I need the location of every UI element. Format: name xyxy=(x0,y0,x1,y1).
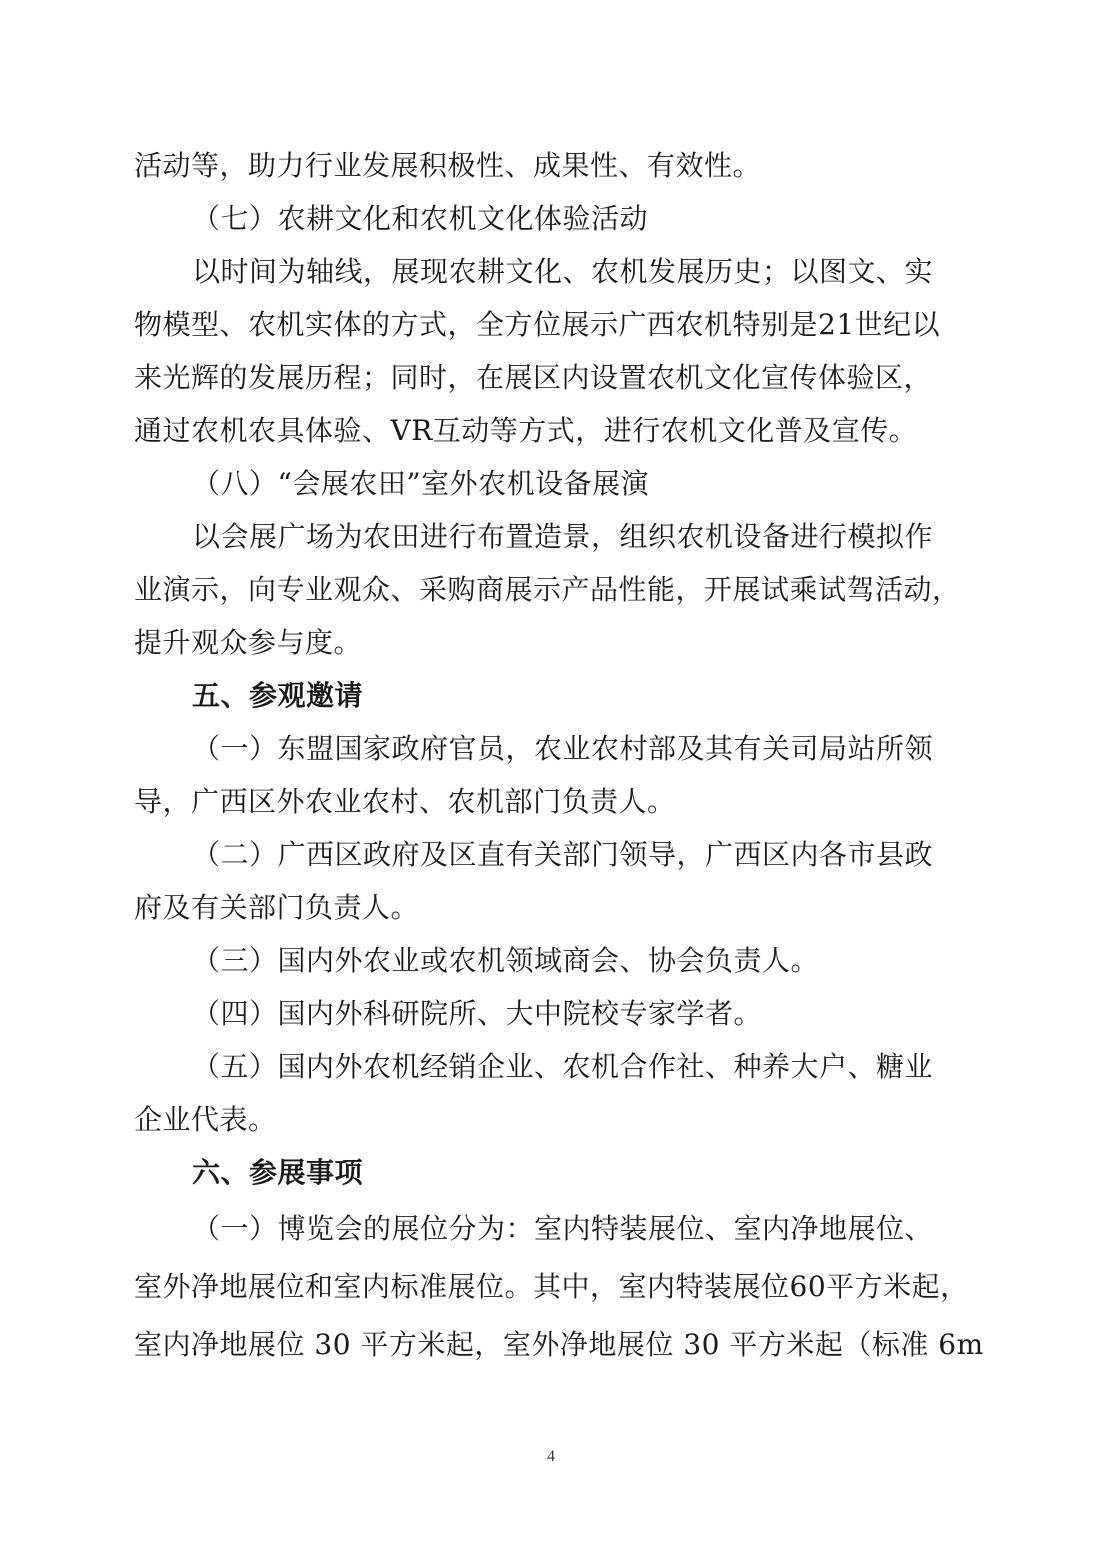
body-text-line: （四）国内外科研院所、大中院校专家学者。 xyxy=(192,997,763,1030)
section-heading: 六、参展事项 xyxy=(192,1156,364,1189)
body-text-line: 以时间为轴线，展现农耕文化、农机发展历史；以图文、实 xyxy=(192,255,934,288)
body-text-line: 室外净地展位和室内标准展位。其中，室内特装展位60平方米起， xyxy=(134,1270,969,1303)
body-text-line: 室内净地展位 30 平方米起，室外净地展位 30 平方米起（标准 6m xyxy=(134,1328,984,1361)
body-text-line: 企业代表。 xyxy=(134,1103,277,1136)
body-text-line: （一）博览会的展位分为：室内特装展位、室内净地展位、 xyxy=(192,1212,934,1245)
section-heading: 五、参观邀请 xyxy=(192,679,364,712)
subsection-heading: （八）“会展农田”室外农机设备展演 xyxy=(192,467,650,500)
body-text-line: （一）东盟国家政府官员，农业农村部及其有关司局站所领 xyxy=(192,732,934,765)
body-text-line: 府及有关部门负责人。 xyxy=(134,891,420,924)
body-text-line: （二）广西区政府及区直有关部门领导，广西区内各市县政 xyxy=(192,838,934,871)
body-text-line: 通过农机农具体验、VR互动等方式，进行农机文化普及宣传。 xyxy=(134,414,918,447)
body-text-line: 来光辉的发展历程；同时，在展区内设置农机文化宣传体验区， xyxy=(134,361,933,394)
body-text-line: 活动等，助力行业发展积极性、成果性、有效性。 xyxy=(134,149,762,182)
body-text-line: （三）国内外农业或农机领域商会、协会负责人。 xyxy=(192,944,820,977)
body-text-line: 以会展广场为农田进行布置造景，组织农机设备进行模拟作 xyxy=(192,520,934,553)
body-text-line: （五）国内外农机经销企业、农机合作社、种养大户、糖业 xyxy=(192,1050,934,1083)
body-text-line: 物模型、农机实体的方式，全方位展示广西农机特别是21世纪以 xyxy=(134,308,941,341)
subsection-heading: （七）农耕文化和农机文化体验活动 xyxy=(192,202,649,235)
body-text-line: 提升观众参与度。 xyxy=(134,626,363,659)
body-text-line: 业演示，向专业观众、采购商展示产品性能，开展试乘试驾活动， xyxy=(134,573,961,606)
page-number: 4 xyxy=(547,1448,555,1465)
body-text-line: 导，广西区外农业农村、农机部门负责人。 xyxy=(134,785,676,818)
